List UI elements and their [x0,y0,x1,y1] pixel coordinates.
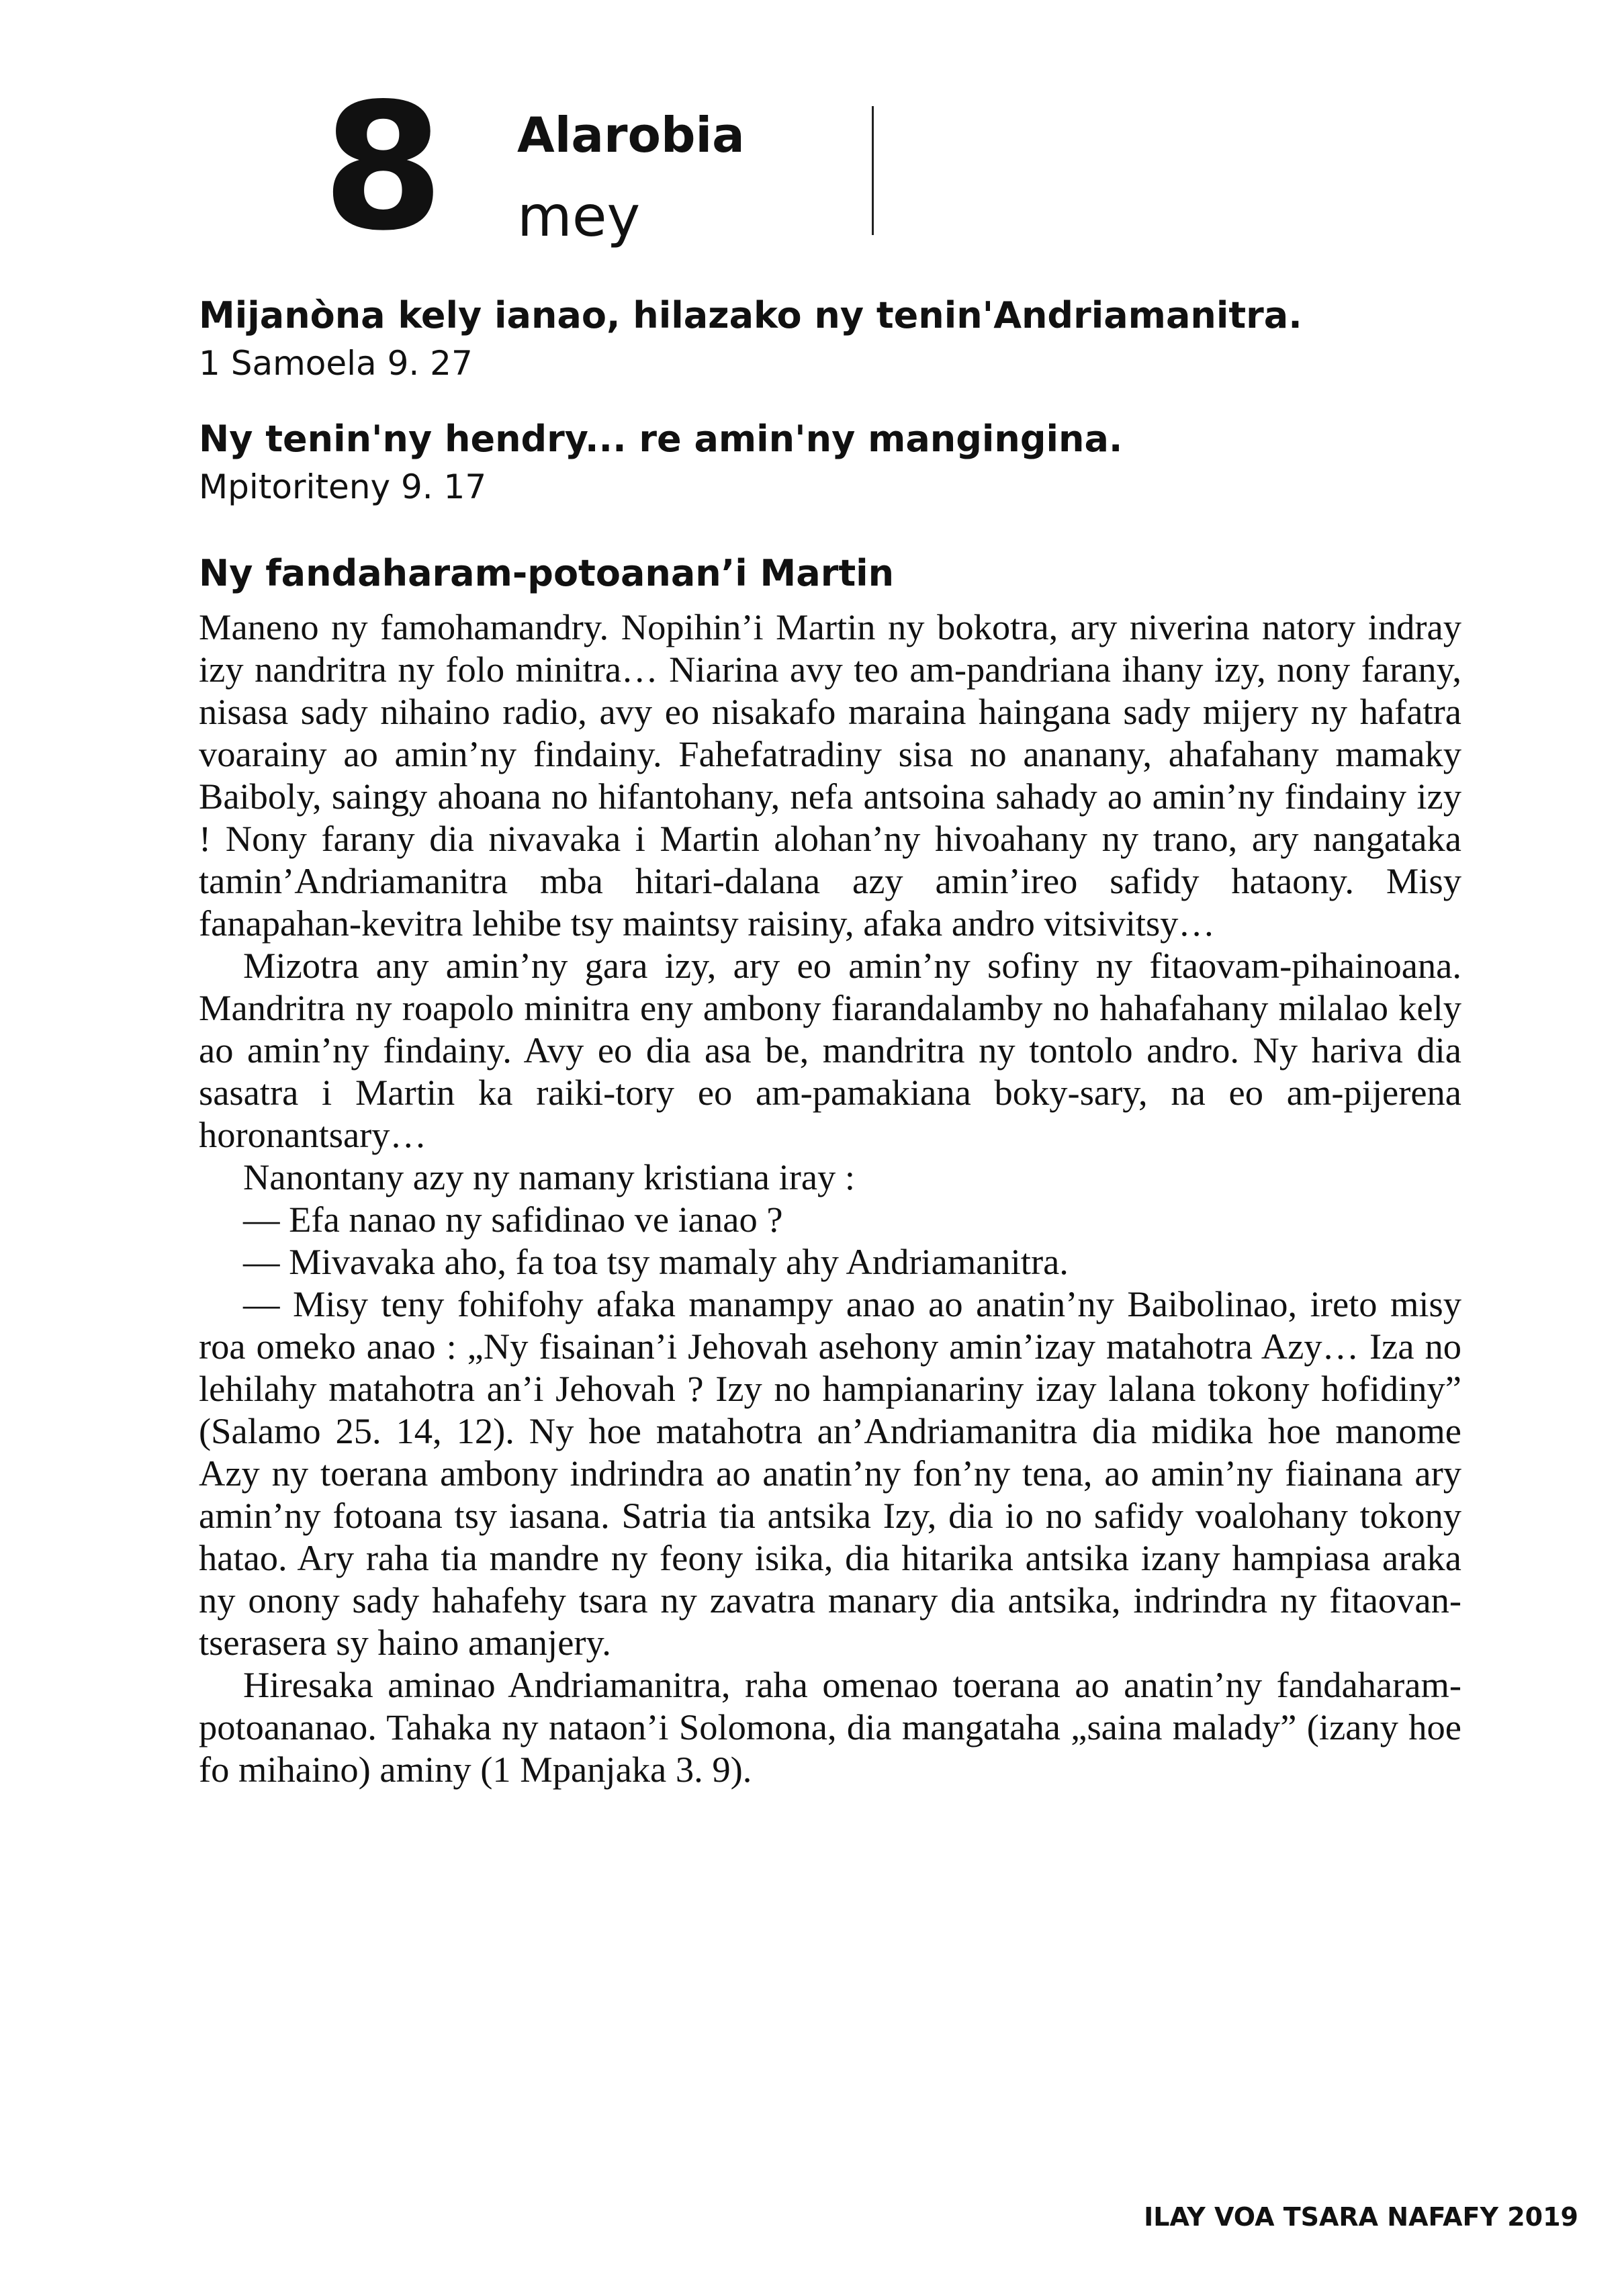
dialogue-line: — Efa nanao ny safidinao ve ianao ? [243,1199,783,1240]
article-paragraph: Nanontany azy ny namany kristiana iray : [243,1156,856,1197]
verse-reference: Mpitoriteny 9. 17 [199,467,487,506]
verse-text: Ny tenin'ny hendry... re amin'ny mangingina. [199,418,1123,460]
month-label: mey [517,183,641,249]
verse-text: Mijanòna kely ianao, hilazako ny tenin'Andriamanitra. [199,294,1302,336]
verse-block [199,294,1515,385]
verse-block [199,418,1515,509]
article-paragraph: Mizotra any amin’ny gara izy, ary eo amin’ny sofiny ny fitaovam-pihainoana. Mandritra ny roapolo minitra eny ambony fiarandalamby no hahafahany milalao kely ao amin’ny findainy. Avy eo dia asa be, mandritra ny tontolo andro. Ny hariva dia sasatra i Martin ka raiki-tory eo am-pamakiana boky-sary, na eo am-pijerena horonantsary… [199,945,1461,1155]
article-paragraph: Hiresaka aminao Andriamanitra, raha omenao toerana ao anatin’ny fandaharam-potoananao. Tahaka ny nataon’i Solomona, dia mangataha „saina malady” (izany hoe fo mihaino) aminy (1 Mpanjaka 3. 9). [199,1664,1461,1790]
article-title: Ny fandaharam-potoanan’i Martin [199,552,895,594]
header-divider [872,106,874,235]
weekday-label: Alarobia [517,107,745,163]
publication-footer: ILAY VOA TSARA NAFAFY 2019 [1144,2202,1578,2232]
article-body [199,606,1461,1790]
verse-reference: 1 Samoela 9. 27 [199,343,473,383]
dialogue-line: — Mivavaka aho, fa toa tsy mamaly ahy Andriamanitra. [243,1241,1069,1282]
day-number: 8 [322,66,440,269]
dialogue-line: — Misy teny fohifohy afaka manampy anao ao anatin’ny Baibolinao, ireto misy roa omeko anao : „Ny fisainan’i Jehovah asehony amin’izay matahotra Azy… Iza no lehilahy matahotra an’i Jehovah ? Izy no hampianariny izay lalana tokony hofidiny” (Salamo 25. 14, 12). Ny hoe matahotra an’Andriamanitra dia midika hoe manome Azy ny toerana ambony indrindra ao anatin’ny fon’ny tena, ao amin’ny fiainana ary amin’ny fotoana tsy iasana. Satria tia antsika Izy, dia io no safidy voalohany tokony hatao. Ary raha tia mandre ny feony isika, dia hitarika antsika izany hampiasa araka ny onony sady hahafehy tsara ny zavatra manary dia antsika, indrindra ny fitaovan-tserasera sy haino amanjery. [199,1283,1461,1663]
article-paragraph: Maneno ny famohamandry. Nopihin’i Martin ny bokotra, ary niverina natory indray izy nandritra ny folo minitra… Niarina avy teo am-pandriana ihany izy, nony farany, nisasa sady nihaino radio, avy eo nisakafo maraina haingana sady mijery ny hafatra voarainy ao amin’ny findainy. Fahefatradiny sisa no ananany, ahafahany mamaky Baiboly, saingy ahoana no hifantohany, nefa antsoina sahady ao amin’ny findainy izy ! Nony farany dia nivavaka i Martin alohan’ny hivoahany ny trano, ary nangataka tamin’Andriamanitra mba hitari-dalana azy amin’ireo safidy hataony. Misy fanapahan-kevitra lehibe tsy maintsy raisiny, afaka andro vitsivitsy… [199,606,1461,944]
